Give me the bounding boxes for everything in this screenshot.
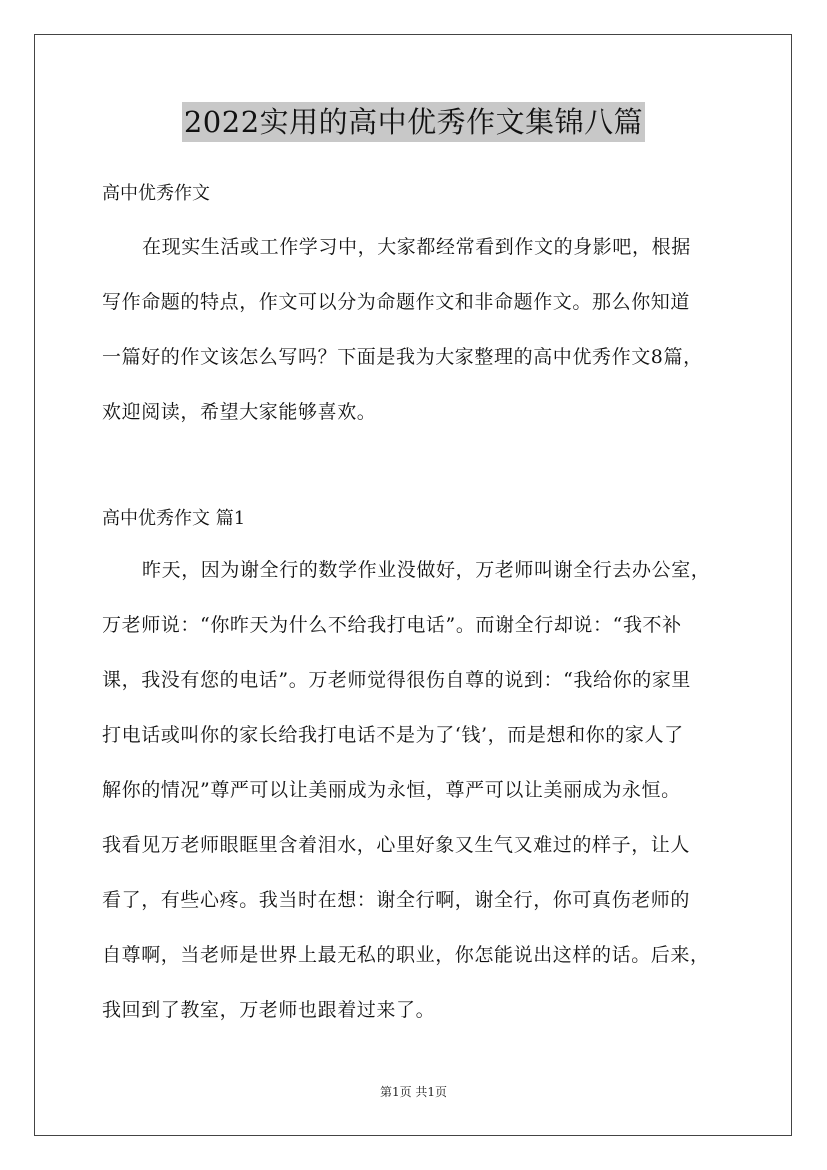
intro-line: 在现实生活或工作学习中，大家都经常看到作文的身影吧，根据	[142, 236, 691, 258]
title-container	[0, 102, 827, 142]
intro-paragraph	[102, 220, 742, 440]
intro-line: 欢迎阅读，希望大家能够喜欢。	[102, 401, 377, 423]
essay-line: 看了，有些心疼。我当时在想：谢全行啊，谢全行，你可真伤老师的	[102, 889, 691, 911]
page-footer: 第1页 共1页	[379, 1085, 448, 1099]
essay-line: 课，我没有您的电话”。万老师觉得很伤自尊的说到：“我给你的家里	[102, 669, 692, 691]
essay-line: 自尊啊，当老师是世界上最无私的职业，你怎能说出这样的话。后来，	[102, 944, 710, 966]
essay-line: 万老师说：“你昨天为什么不给我打电话”。而谢全行却说：“我不补	[102, 614, 682, 636]
section-heading-essay-1: 高中优秀作文 篇1	[102, 508, 246, 529]
essay-line: 昨天，因为谢全行的数学作业没做好，万老师叫谢全行去办公室，	[142, 559, 711, 581]
essay-paragraph	[102, 543, 742, 1038]
intro-line: 写作命题的特点，作文可以分为命题作文和非命题作文。那么你知道	[102, 291, 691, 313]
essay-line: 我看见万老师眼眶里含着泪水，心里好象又生气又难过的样子，让人	[102, 834, 691, 856]
essay-line: 打电话或叫你的家长给我打电话不是为了‘钱’，而是想和你的家人了	[102, 724, 684, 746]
document-title: 2022实用的高中优秀作文集锦八篇	[182, 102, 645, 142]
intro-line: 一篇好的作文该怎么写吗？下面是我为大家整理的高中优秀作文8篇，	[102, 346, 703, 368]
essay-line: 解你的情况”尊严可以让美丽成为永恒，尊严可以让美丽成为永恒。	[102, 779, 681, 801]
essay-line: 我回到了教室，万老师也跟着过来了。	[102, 999, 436, 1021]
section-heading-intro: 高中优秀作文	[102, 183, 210, 204]
